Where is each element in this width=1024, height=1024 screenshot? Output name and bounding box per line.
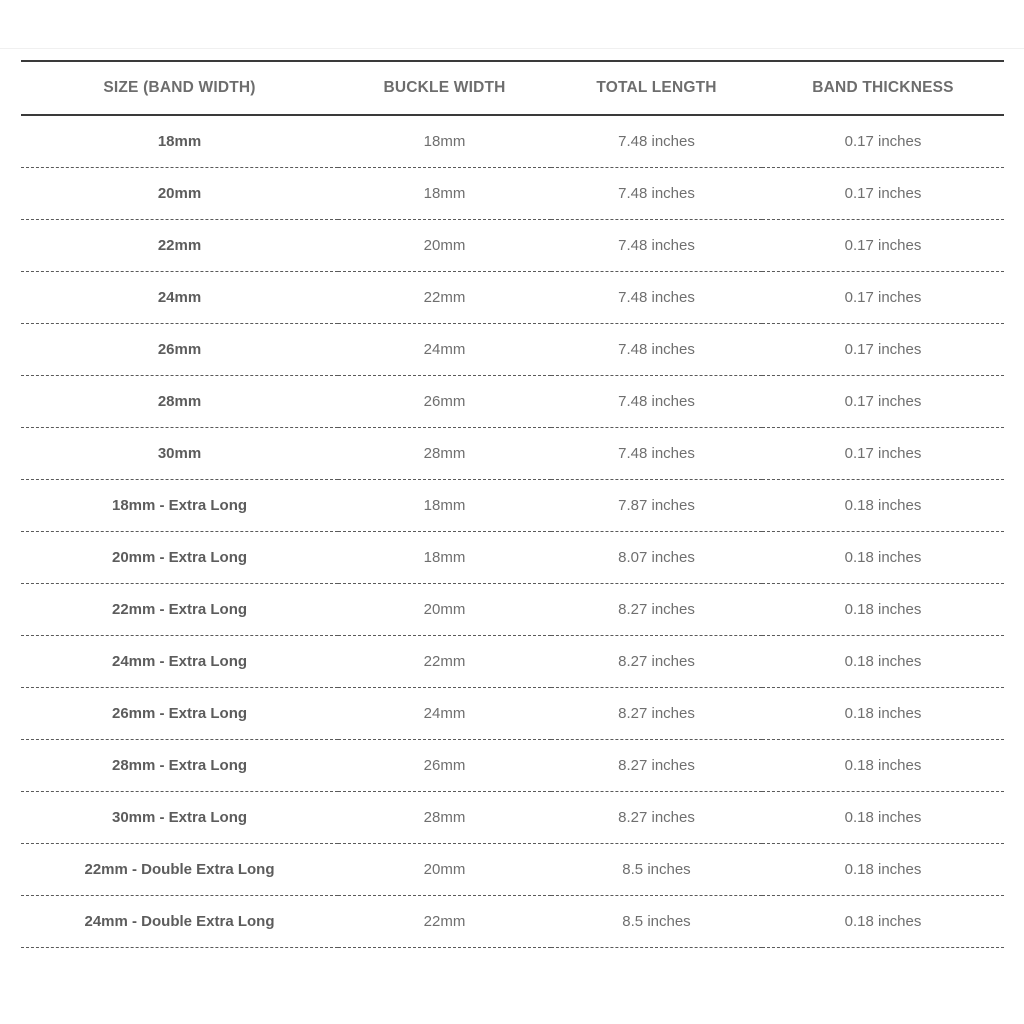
cell-size: 18mm (21, 115, 338, 168)
cell-size: 24mm - Double Extra Long (21, 896, 338, 948)
cell-band-thickness: 0.17 inches (762, 272, 1004, 324)
table-row (21, 532, 1004, 584)
cell-buckle-width: 24mm (338, 688, 551, 740)
cell-total-length: 7.48 inches (551, 428, 762, 480)
cell-buckle-width: 18mm (338, 532, 551, 584)
table-row (21, 636, 1004, 688)
cell-band-thickness: 0.18 inches (762, 740, 1004, 792)
table-row (21, 272, 1004, 324)
table-row (21, 168, 1004, 220)
cell-size: 22mm (21, 220, 338, 272)
header-total-length: TOTAL LENGTH (551, 61, 762, 115)
cell-size: 30mm - Extra Long (21, 792, 338, 844)
cell-total-length: 7.48 inches (551, 115, 762, 168)
cell-buckle-width: 20mm (338, 220, 551, 272)
cell-buckle-width: 28mm (338, 428, 551, 480)
cell-size: 22mm - Double Extra Long (21, 844, 338, 896)
table-row (21, 584, 1004, 636)
cell-band-thickness: 0.18 inches (762, 844, 1004, 896)
cell-buckle-width: 26mm (338, 376, 551, 428)
table-row (21, 688, 1004, 740)
header-size: SIZE (BAND WIDTH) (21, 61, 338, 115)
cell-size: 28mm - Extra Long (21, 740, 338, 792)
cell-total-length: 8.5 inches (551, 896, 762, 948)
cell-band-thickness: 0.17 inches (762, 376, 1004, 428)
table-body (21, 115, 1004, 948)
cell-buckle-width: 20mm (338, 844, 551, 896)
cell-buckle-width: 18mm (338, 168, 551, 220)
cell-buckle-width: 22mm (338, 272, 551, 324)
cell-total-length: 8.27 inches (551, 792, 762, 844)
cell-size: 20mm (21, 168, 338, 220)
cell-total-length: 8.27 inches (551, 584, 762, 636)
cell-total-length: 8.27 inches (551, 740, 762, 792)
header-band-thickness: BAND THICKNESS (762, 61, 1004, 115)
cell-total-length: 8.07 inches (551, 532, 762, 584)
cell-size: 22mm - Extra Long (21, 584, 338, 636)
cell-total-length: 7.48 inches (551, 324, 762, 376)
cell-buckle-width: 18mm (338, 115, 551, 168)
table-row (21, 220, 1004, 272)
cell-band-thickness: 0.17 inches (762, 220, 1004, 272)
cell-size: 26mm - Extra Long (21, 688, 338, 740)
table-row (21, 324, 1004, 376)
cell-total-length: 7.87 inches (551, 480, 762, 532)
cell-band-thickness: 0.17 inches (762, 324, 1004, 376)
cell-band-thickness: 0.18 inches (762, 792, 1004, 844)
cell-size: 24mm - Extra Long (21, 636, 338, 688)
table-row (21, 844, 1004, 896)
cell-band-thickness: 0.18 inches (762, 584, 1004, 636)
cell-size: 24mm (21, 272, 338, 324)
cell-total-length: 7.48 inches (551, 376, 762, 428)
table-row (21, 740, 1004, 792)
cell-band-thickness: 0.18 inches (762, 636, 1004, 688)
cell-buckle-width: 22mm (338, 896, 551, 948)
table-header-row (21, 61, 1004, 115)
cell-size: 20mm - Extra Long (21, 532, 338, 584)
cell-band-thickness: 0.18 inches (762, 480, 1004, 532)
cell-total-length: 8.27 inches (551, 688, 762, 740)
cell-buckle-width: 18mm (338, 480, 551, 532)
cell-band-thickness: 0.17 inches (762, 428, 1004, 480)
cell-total-length: 8.5 inches (551, 844, 762, 896)
header-buckle-width: BUCKLE WIDTH (338, 61, 551, 115)
cell-band-thickness: 0.17 inches (762, 115, 1004, 168)
cell-band-thickness: 0.18 inches (762, 896, 1004, 948)
cell-total-length: 7.48 inches (551, 220, 762, 272)
cell-buckle-width: 20mm (338, 584, 551, 636)
table-row (21, 896, 1004, 948)
cell-total-length: 7.48 inches (551, 168, 762, 220)
cell-size: 18mm - Extra Long (21, 480, 338, 532)
cell-total-length: 7.48 inches (551, 272, 762, 324)
table-row (21, 115, 1004, 168)
table-row (21, 480, 1004, 532)
cell-band-thickness: 0.18 inches (762, 532, 1004, 584)
top-divider (0, 48, 1024, 49)
cell-total-length: 8.27 inches (551, 636, 762, 688)
band-size-table (21, 60, 1004, 948)
cell-buckle-width: 22mm (338, 636, 551, 688)
cell-band-thickness: 0.17 inches (762, 168, 1004, 220)
cell-size: 28mm (21, 376, 338, 428)
cell-buckle-width: 28mm (338, 792, 551, 844)
cell-buckle-width: 26mm (338, 740, 551, 792)
table-row (21, 376, 1004, 428)
table-row (21, 792, 1004, 844)
cell-size: 26mm (21, 324, 338, 376)
cell-band-thickness: 0.18 inches (762, 688, 1004, 740)
cell-buckle-width: 24mm (338, 324, 551, 376)
table-row (21, 428, 1004, 480)
cell-size: 30mm (21, 428, 338, 480)
